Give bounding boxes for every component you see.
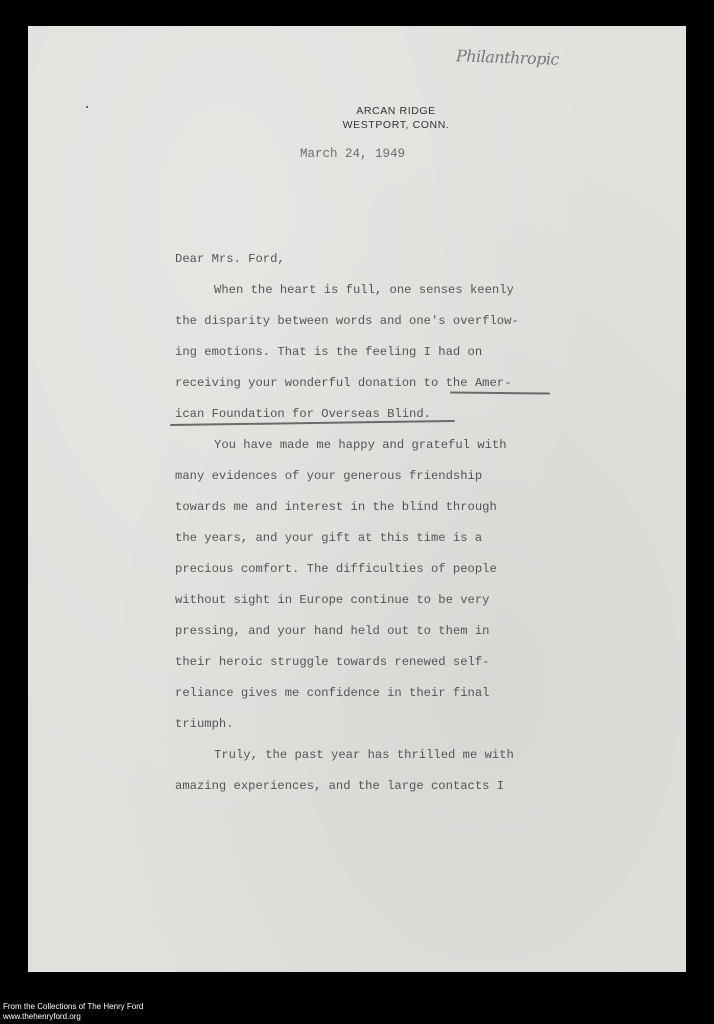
pencil-underline bbox=[450, 391, 550, 394]
letter-date: March 24, 1949 bbox=[300, 147, 406, 161]
body-line: reliance gives me confidence in their final bbox=[175, 686, 490, 700]
body-line: When the heart is full, one senses keenly bbox=[214, 283, 514, 297]
body-line: ican Foundation for Overseas Blind. bbox=[175, 407, 431, 421]
body-line: the years, and your gift at this time is a bbox=[175, 531, 483, 545]
body-line: pressing, and your hand held out to them in bbox=[175, 624, 490, 638]
body-line: towards me and interest in the blind through bbox=[175, 500, 497, 514]
letterhead-line-1: ARCAN RIDGE bbox=[356, 105, 436, 117]
body-line: without sight in Europe continue to be very bbox=[175, 593, 490, 607]
salutation: Dear Mrs. Ford, bbox=[175, 252, 285, 266]
letterhead-line-2: WESTPORT, CONN. bbox=[342, 119, 450, 131]
body-line: triumph. bbox=[175, 717, 234, 731]
collection-url: www.thehenryford.org bbox=[3, 1012, 81, 1021]
body-line: Truly, the past year has thrilled me with bbox=[214, 748, 514, 762]
letter-page bbox=[28, 26, 686, 972]
body-line: amazing experiences, and the large contacts I bbox=[175, 779, 505, 793]
body-line: receiving your wonderful donation to the Amer- bbox=[175, 376, 512, 390]
body-line: the disparity between words and one's overflow- bbox=[175, 314, 519, 328]
collection-credit: From the Collections of The Henry Ford bbox=[3, 1002, 144, 1011]
body-line: precious comfort. The difficulties of people bbox=[175, 562, 497, 576]
body-line: their heroic struggle towards renewed self- bbox=[175, 655, 490, 669]
body-line: many evidences of your generous friendship bbox=[175, 469, 483, 483]
body-line: You have made me happy and grateful with bbox=[214, 438, 507, 452]
body-line: ing emotions. That is the feeling I had on bbox=[175, 345, 483, 359]
pencil-annotation: Philanthropic bbox=[455, 46, 560, 69]
